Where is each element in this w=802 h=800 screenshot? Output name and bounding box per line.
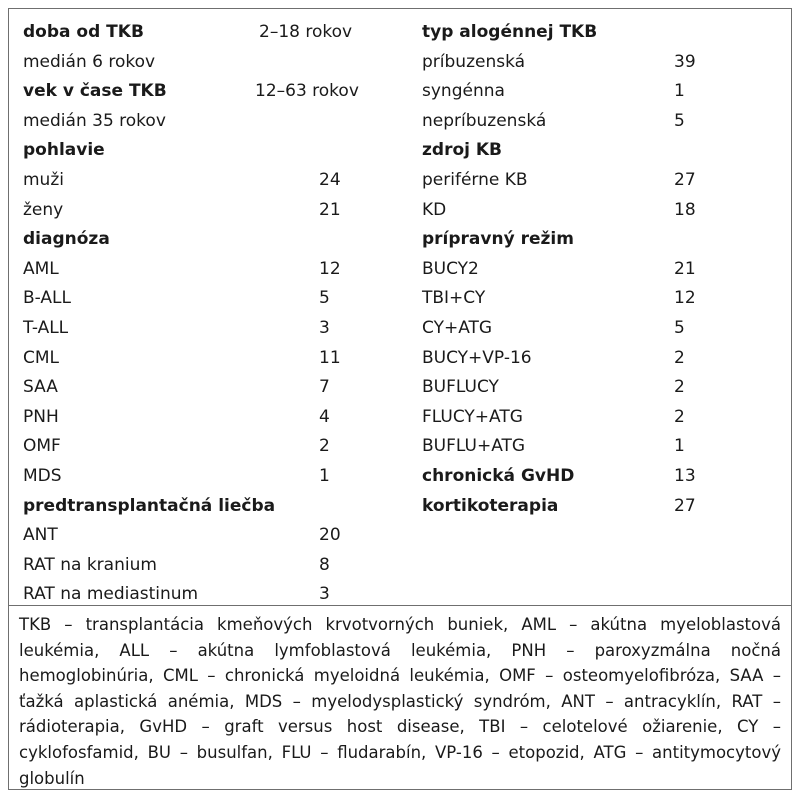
table-footnote-divider — [9, 605, 791, 606]
row-label: syngénna — [422, 81, 505, 102]
row-value: 5 — [674, 318, 685, 338]
table-row — [422, 372, 792, 402]
row-value: 2 — [674, 377, 685, 398]
row-value: 4 — [319, 406, 330, 427]
row-label: TBI+CY — [422, 288, 486, 309]
row-label: T-ALL — [23, 318, 69, 338]
table-row — [23, 47, 393, 77]
table-row — [422, 402, 792, 432]
row-value: 27 — [674, 495, 696, 516]
row-label: BUFLU+ATG — [422, 436, 526, 457]
table-row — [23, 431, 393, 461]
row-label: CML — [23, 347, 60, 368]
row-label: KD — [422, 199, 447, 220]
row-value: 5 — [674, 110, 685, 131]
row-value: 1 — [674, 81, 685, 102]
table-row — [23, 550, 393, 580]
table-row — [422, 106, 792, 136]
table-row — [23, 224, 393, 254]
table-row — [23, 106, 393, 136]
row-label: ANT — [23, 525, 58, 546]
row-value: 2 — [319, 436, 330, 457]
row-label: CY+ATG — [422, 318, 493, 338]
table-row — [422, 431, 792, 461]
table-row — [422, 343, 792, 373]
row-label: AML — [23, 258, 59, 279]
row-value: 12–63 rokov — [255, 81, 359, 102]
row-label: RAT na kranium — [23, 554, 157, 575]
row-heading: pohlavie — [23, 140, 105, 161]
row-value: 13 — [674, 466, 696, 486]
table-row — [23, 461, 393, 491]
row-value: 24 — [319, 170, 341, 190]
row-label: MDS — [23, 466, 62, 486]
table-row — [23, 313, 393, 343]
row-heading: doba od TKB — [23, 22, 144, 42]
row-label: muži — [23, 170, 64, 190]
table-row — [422, 313, 792, 343]
row-label: nepríbuzenská — [422, 110, 547, 131]
table-row — [23, 402, 393, 432]
row-heading: zdroj KB — [422, 140, 503, 161]
row-value: 1 — [674, 436, 685, 457]
row-heading: vek v čase TKB — [23, 81, 167, 102]
row-value: 39 — [674, 51, 696, 72]
table-row — [422, 76, 792, 106]
row-value: 8 — [319, 554, 330, 575]
row-label: medián 6 rokov — [23, 51, 156, 72]
row-value: 2 — [674, 347, 685, 368]
row-value: 2–18 rokov — [259, 22, 353, 42]
row-value: 11 — [319, 347, 341, 368]
table-row — [23, 491, 393, 521]
row-value: 2 — [674, 406, 685, 427]
row-label: PNH — [23, 406, 59, 427]
row-label: príbuzenská — [422, 51, 526, 72]
table-row — [422, 195, 792, 225]
row-label: ženy — [23, 199, 64, 220]
table-row — [23, 283, 393, 313]
table-row — [23, 195, 393, 225]
row-label: BUCY2 — [422, 258, 479, 279]
row-label: OMF — [23, 436, 61, 457]
table-row — [422, 47, 792, 77]
table-row — [422, 135, 792, 165]
row-label: medián 35 rokov — [23, 110, 166, 131]
table-row — [422, 461, 792, 491]
table-row — [422, 254, 792, 284]
table-row — [23, 165, 393, 195]
row-label: SAA — [23, 377, 58, 398]
row-heading: predtransplantačná liečba — [23, 495, 276, 516]
row-label: B-ALL — [23, 288, 71, 309]
table-row — [23, 135, 393, 165]
row-value: 27 — [674, 170, 696, 190]
table-row — [23, 343, 393, 373]
row-label: BUFLUCY — [422, 377, 499, 398]
table-row — [422, 17, 792, 47]
row-heading: kortikoterapia — [422, 495, 559, 516]
row-heading: prípravný režim — [422, 229, 574, 250]
table-row — [23, 76, 393, 106]
row-label: FLUCY+ATG — [422, 406, 523, 427]
row-value: 18 — [674, 199, 696, 220]
row-value: 20 — [319, 525, 341, 546]
row-value: 12 — [674, 288, 696, 309]
row-label: RAT na mediastinum — [23, 584, 199, 605]
row-label: BUCY+VP-16 — [422, 347, 532, 368]
table-row — [422, 283, 792, 313]
row-value: 21 — [319, 199, 341, 220]
row-value: 7 — [319, 377, 330, 398]
table-row — [23, 254, 393, 284]
patient-characteristics-table — [8, 8, 792, 790]
row-heading: chronická GvHD — [422, 466, 575, 486]
row-value: 3 — [319, 584, 330, 605]
row-value: 3 — [319, 318, 330, 338]
table-row — [23, 520, 393, 550]
table-footnote: TKB – transplantácia kmeňových krvotvorných buniek, AML – akútna myeloblastová leukémia, ALL – akútna lymfoblastová leukémia, PNH – paroxyzmálna nočná hemoglobinúria, CML – chronická myeloidná leukémia, OMF – osteomyelofibróza, SAA – ťažká aplastická anémia, MDS – myelodysplastický syndróm, ANT – antracyklín, RAT – rádioterapia, GvHD – graft versus host disease, TBI – celotelové ožiarenie, CY – cyklofosfamid, BU – busulfan, FLU – fludarabín, VP-16 – etopozid, ATG – antitymocytový globulín — [19, 615, 781, 788]
table-row — [23, 17, 393, 47]
row-value: 21 — [674, 258, 696, 279]
row-value: 5 — [319, 288, 330, 309]
row-heading: diagnóza — [23, 229, 110, 250]
row-label: periférne KB — [422, 170, 528, 190]
table-row — [23, 372, 393, 402]
table-row — [422, 165, 792, 195]
table-row — [422, 224, 792, 254]
row-heading: typ alogénnej TKB — [422, 22, 598, 42]
row-value: 1 — [319, 466, 330, 486]
row-value: 12 — [319, 258, 341, 279]
table-row — [422, 491, 792, 521]
